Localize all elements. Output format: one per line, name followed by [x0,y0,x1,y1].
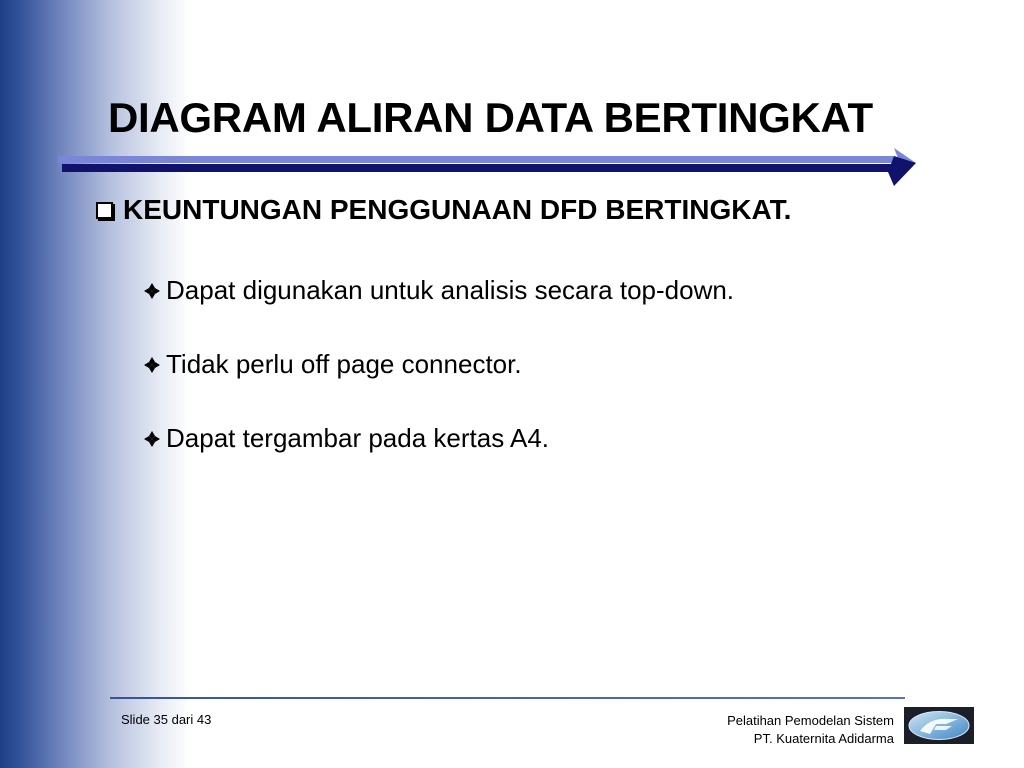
company-logo [904,707,974,744]
bullet-text: Dapat digunakan untuk analisis secara top-down. [166,275,735,305]
section-heading [96,194,791,226]
diamond-icon [144,357,160,373]
footer-credits [727,712,894,748]
bullet-text: Tidak perlu off page connector. [166,349,522,379]
bullet-item [144,349,522,380]
diamond-icon [144,431,160,447]
footer-line-2: PT. Kuaternita Adidarma [753,731,894,746]
bullet-text: Dapat tergambar pada kertas A4. [166,423,550,453]
checkbox-icon [96,202,113,219]
slide-number: Slide 35 dari 43 [121,712,212,727]
bullet-item [144,275,734,306]
section-heading-text: KEUNTUNGAN PENGGUNAAN DFD BERTINGKAT. [123,194,792,225]
logo-mark-icon [906,709,972,742]
footer-line-1: Pelatihan Pemodelan Sistem [727,713,894,728]
bullet-item [144,423,549,454]
footer-divider [110,697,905,699]
arrow-right-icon [58,146,918,188]
slide-title: DIAGRAM ALIRAN DATA BERTINGKAT [108,94,873,141]
diamond-icon [144,283,160,299]
